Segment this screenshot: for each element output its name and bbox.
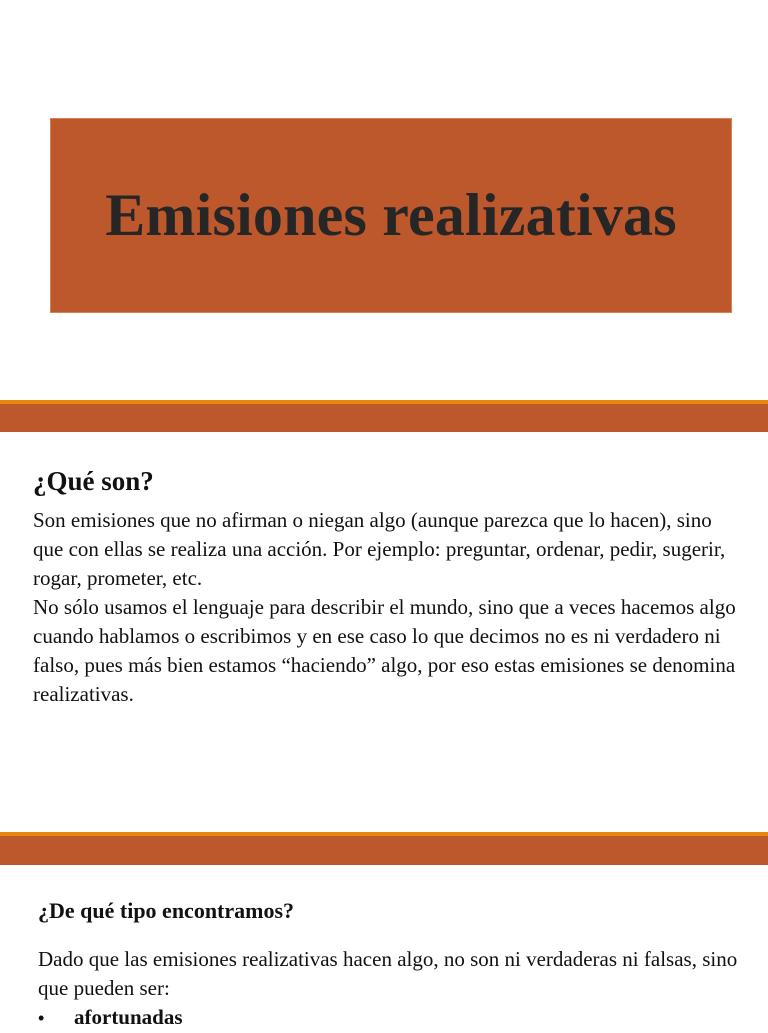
bullet-icon: • — [38, 1008, 45, 1028]
definition-paragraph: No sólo usamos el lenguaje para describir el mundo, sino que a veces hacemos algo cuando hablamos o escribimos y en ese caso lo que decimos no es ni verdadero ni falso, pues más bien estamos “haciendo” algo, por eso estas emisiones se denomina realizativas. — [33, 595, 736, 706]
list-item-label: afortunadas — [74, 1005, 183, 1029]
definition-slide — [0, 432, 768, 832]
types-heading: ¿De qué tipo encontramos? — [38, 898, 295, 923]
title-banner — [50, 118, 732, 313]
definition-heading: ¿Qué son? — [33, 466, 154, 496]
list-item — [38, 1003, 183, 1033]
definition-paragraph: Son emisiones que no afirman o niegan algo (aunque parezca que lo hacen), sino que con ellas se realiza una acción. Por ejemplo: preguntar, ordenar, pedir, sugerir, rogar, prometer, etc. — [33, 508, 726, 590]
slide-title: Emisiones realizativas — [105, 182, 677, 248]
types-slide — [0, 865, 768, 1029]
types-body: Dado que las emisiones realizativas hacen algo, no son ni verdaderas ni falsas, sino que pueden ser: — [38, 947, 738, 1000]
types-list — [38, 1003, 183, 1033]
definition-body — [33, 506, 743, 709]
slide-divider — [0, 832, 768, 865]
title-slide — [0, 0, 768, 400]
slide-divider — [0, 400, 768, 432]
